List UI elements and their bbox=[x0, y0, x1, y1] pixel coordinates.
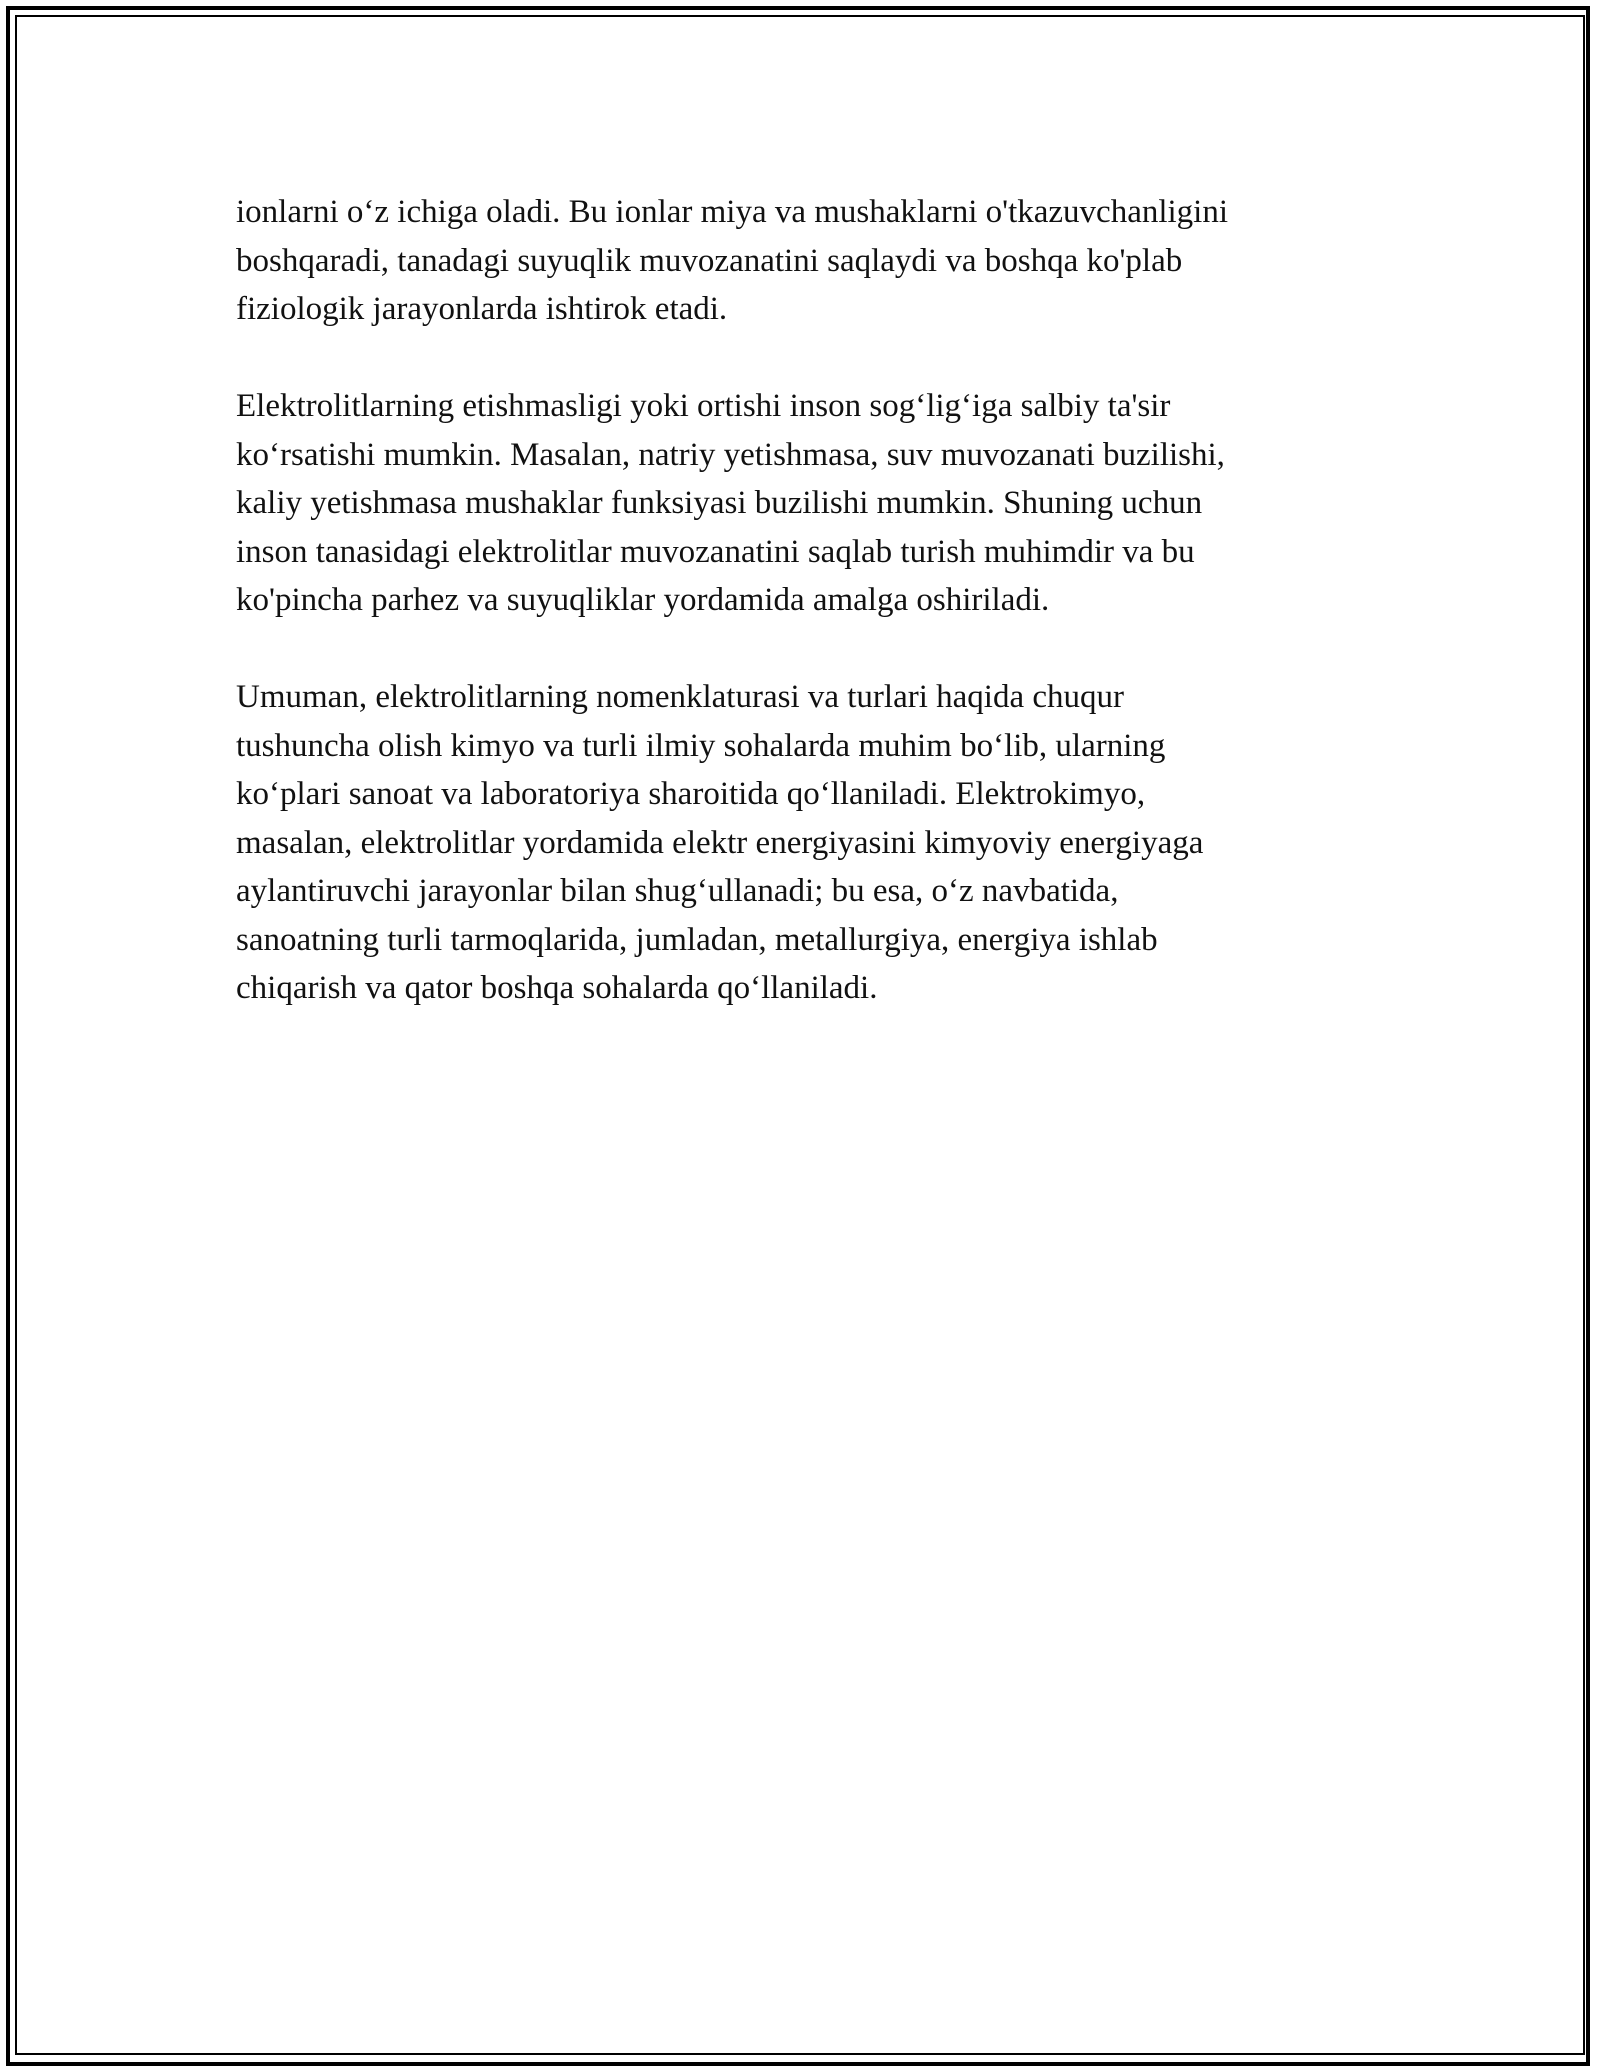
document-body bbox=[236, 188, 1366, 1061]
paragraph-1: ionlarni o‘z ichiga oladi. Bu ionlar miya va mushaklarni o'tkazuvchanligini boshqaradi, tanadagi suyuqlik muvozanatini saqlaydi va boshqa ko'plab fiziologik jarayonlarda ishtirok etadi. bbox=[236, 194, 1229, 327]
paragraph-3: Umuman, elektrolitlarning nomenklaturasi va turlari haqida chuqur tushuncha olish kimyo va turli ilmiy sohalarda muhim bo‘lib, ularning ko‘plari sanoat va laboratoriya sharoitida qo‘llaniladi. Elektrokimyo, masalan, elektrolitlar yordamida elektr energiyasini kimyoviy energiyaga aylantiruvchi jarayonlar bilan shug‘ullanadi; bu esa, o‘z navbatida, sanoatning turli tarmoqlarida, jumladan, metallurgiya, energiya ishlab chiqarish va qator boshqa sohalarda qo‘llaniladi. bbox=[236, 679, 1204, 1006]
paragraph-2: Elektrolitlarning etishmasligi yoki ortishi inson sog‘lig‘iga salbiy ta'sir ko‘rsatishi mumkin. Masalan, natriy yetishmasa, suv muvozanati buzilishi, kaliy yetishmasa mushaklar funksiyasi buzilishi mumkin. Shuning uchun inson tanasidagi elektrolitlar muvozanatini saqlab turish muhimdir va bu ko'pincha parhez va suyuqliklar yordamida amalga oshiriladi. bbox=[236, 388, 1225, 618]
